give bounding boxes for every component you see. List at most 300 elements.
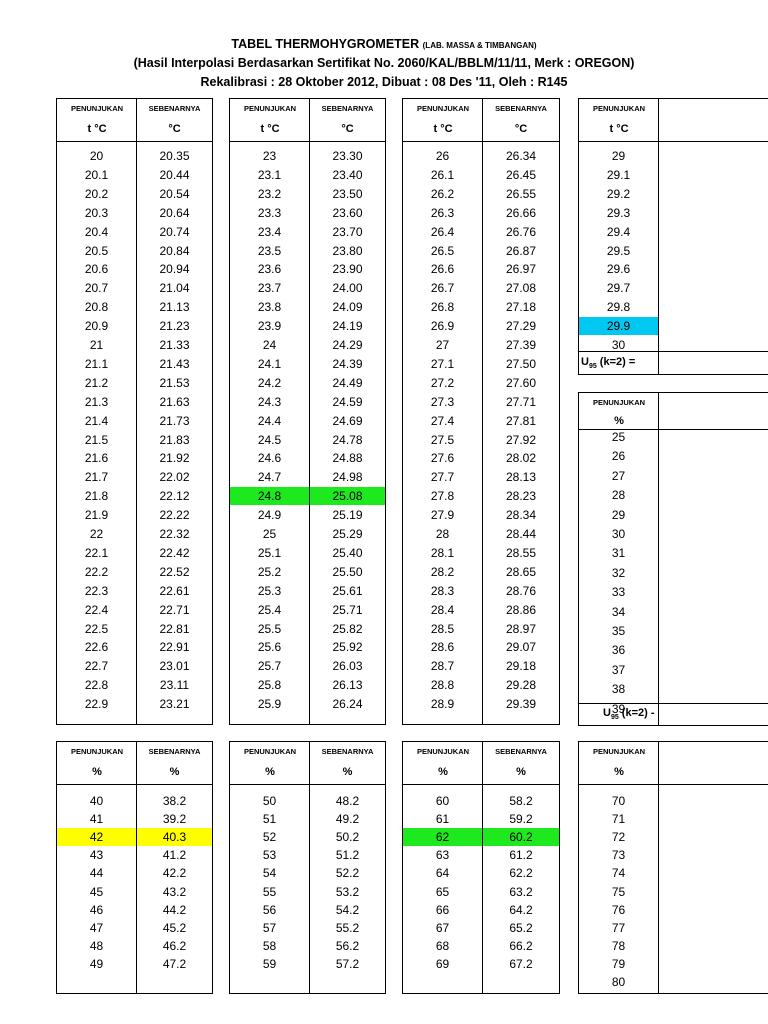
actual-cell: 20.84: [159, 243, 190, 258]
reading-cell: 42: [57, 828, 136, 846]
reading-cell: 24.9: [257, 508, 282, 523]
reading-cell: 22.8: [84, 678, 109, 693]
actual-cell: 63.2: [509, 884, 533, 899]
header-unit-reading: %: [614, 415, 624, 427]
reading-cell: 22.7: [84, 659, 109, 674]
reading-cell: 64: [435, 866, 450, 881]
reading-cell: 21.6: [84, 451, 109, 466]
reading-cell: 49: [89, 956, 104, 971]
header-sebenarnya: SEBENARNYA: [148, 104, 201, 113]
actual-cell: 24.09: [332, 300, 363, 315]
reading-cell: 79: [611, 956, 626, 971]
actual-cell: 23.30: [332, 149, 363, 163]
header-penunjukan: PENUNJUKAN: [416, 104, 470, 113]
actual-cell: 42.2: [162, 866, 187, 881]
u95-tail: (k=2) =: [596, 356, 636, 368]
actual-cell: 24.78: [332, 432, 363, 447]
reading-cell: 22.5: [84, 621, 109, 636]
actual-cell: 22.32: [159, 527, 190, 541]
actual-cell: 24.69: [332, 413, 363, 428]
reading-cell: 27.6: [430, 451, 455, 466]
actual-cell: 66.2: [509, 938, 533, 953]
actual-cell: 22.12: [159, 489, 190, 504]
subtitle-recalibration: Rekalibrasi : 28 Oktober 2012, Dibuat : 08 Des '11, Oleh : R145: [200, 75, 568, 89]
actual-cell: 24.59: [332, 394, 363, 409]
reading-cell: 53: [262, 848, 277, 863]
reading-cell: 74: [611, 866, 626, 881]
reading-cell: 27: [435, 338, 450, 352]
actual-cell: 25.50: [332, 564, 363, 579]
reading-cell: 26.7: [430, 281, 455, 296]
actual-cell: 44.2: [162, 902, 187, 917]
actual-cell: 25.40: [332, 545, 363, 560]
reading-cell: 24: [262, 338, 277, 352]
actual-cell: 28.02: [505, 451, 537, 466]
reading-cell: 28.1: [430, 545, 455, 560]
actual-cell: 25.19: [332, 508, 363, 523]
reading-cell: 68: [435, 938, 450, 953]
actual-cell: 26.03: [332, 659, 363, 674]
actual-cell: 50.2: [335, 830, 360, 845]
reading-cell: 27.8: [430, 489, 455, 504]
reading-cell: 22.4: [84, 602, 109, 617]
reading-cell: 24.1: [257, 356, 282, 371]
actual-cell: 28.23: [505, 489, 537, 504]
reading-cell: 27.1: [430, 356, 455, 371]
actual-cell: 21.73: [159, 413, 190, 428]
reading-cell: 24.7: [257, 470, 282, 485]
reading-cell: 28: [611, 488, 626, 503]
u95-letter: U: [581, 356, 589, 368]
header-unit-actual: %: [342, 766, 353, 778]
actual-cell: 21.43: [159, 356, 190, 371]
header-unit-actual: °C: [168, 123, 181, 135]
actual-cell: 24.39: [332, 356, 363, 371]
header-penunjukan: PENUNJUKAN: [592, 747, 646, 756]
reading-cell: 27.9: [430, 508, 455, 523]
actual-cell: 65.2: [509, 920, 533, 935]
actual-cell: 26.34: [505, 149, 537, 163]
reading-cell: 36: [611, 643, 626, 658]
reading-cell: 80: [611, 975, 626, 989]
reading-cell: 32: [611, 565, 626, 580]
reading-cell: 25.1: [257, 545, 282, 560]
humidity-table-1: [56, 741, 213, 994]
reading-cell: 21.8: [84, 489, 109, 504]
actual-cell: 21.23: [159, 319, 190, 334]
reading-cell: 67: [435, 920, 450, 935]
header-divider: [57, 141, 212, 142]
actual-cell: 46.2: [162, 938, 187, 953]
reading-cell: 76: [611, 902, 626, 917]
header-penunjukan: PENUNJUKAN: [70, 104, 124, 113]
actual-cell: 28.13: [505, 470, 537, 485]
actual-cell: 39.2: [162, 812, 187, 827]
actual-cell: 21.33: [159, 338, 190, 352]
reading-cell: 23.7: [257, 281, 282, 296]
reading-cell: 47: [89, 920, 104, 935]
reading-cell: 21.5: [84, 432, 109, 447]
reading-cell: 27.7: [430, 470, 455, 485]
reading-cell: 25.9: [257, 697, 282, 712]
actual-cell: 21.92: [159, 451, 190, 466]
reading-cell: 28.5: [430, 621, 455, 636]
subtitle-source: (Hasil Interpolasi Berdasarkan Sertifikat No. 2060/KAL/BBLM/11/11, Merk : OREGON): [133, 56, 635, 70]
actual-cell: 22.61: [159, 583, 190, 598]
reading-cell: 24.5: [257, 432, 282, 447]
header-penunjukan: PENUNJUKAN: [243, 104, 297, 113]
reading-cell: 22.6: [84, 640, 109, 655]
reading-cell: 46: [89, 902, 104, 917]
actual-cell: 22.22: [159, 508, 190, 523]
reading-cell: 56: [262, 902, 277, 917]
actual-cell: 20.35: [159, 149, 190, 163]
actual-cell: 23.70: [332, 224, 363, 239]
reading-cell: 69: [435, 956, 450, 971]
reading-cell: 28.8: [430, 678, 455, 693]
header-unit-reading: %: [614, 766, 624, 778]
actual-cell: 54.2: [335, 902, 360, 917]
reading-cell: 55: [262, 884, 277, 899]
reading-cell: 27.3: [430, 394, 455, 409]
actual-cell: 29.28: [505, 678, 537, 693]
reading-cell: 20.5: [84, 243, 109, 258]
reading-cell: 45: [89, 884, 104, 899]
reading-cell: 23.9: [257, 319, 282, 334]
header-divider: [579, 141, 768, 142]
actual-cell: 60.2: [483, 828, 559, 846]
reading-cell: 28.2: [430, 564, 455, 579]
reading-cell: 29.4: [606, 224, 631, 239]
reading-cell: 29.1: [606, 167, 631, 182]
header-divider: [230, 784, 385, 785]
reading-cell: 23.5: [257, 243, 282, 258]
actual-cell: 22.71: [159, 602, 190, 617]
reading-cell: 22: [89, 527, 104, 541]
reading-cell: 24.4: [257, 413, 282, 428]
actual-cell: 25.61: [332, 583, 363, 598]
actual-cell: 28.76: [505, 583, 537, 598]
reading-cell: 25.6: [257, 640, 282, 655]
actual-cell: 53.2: [335, 884, 360, 899]
reading-cell: 26.4: [430, 224, 455, 239]
header-unit-reading: %: [438, 766, 448, 778]
actual-cell: 23.11: [159, 678, 190, 693]
actual-cell: 22.81: [159, 621, 190, 636]
reading-cell: 43: [89, 848, 104, 863]
reading-cell: 44: [89, 866, 104, 881]
reading-cell: 20.6: [84, 262, 109, 277]
temperature-table-3: [402, 98, 560, 725]
reading-cell: 33: [611, 585, 626, 600]
humidity-table-2: [229, 741, 386, 994]
actual-cell: 26.76: [505, 224, 537, 239]
reading-cell: 39: [611, 701, 626, 716]
reading-cell: 26.1: [430, 167, 455, 182]
header-divider: [579, 784, 768, 785]
actual-cell: 27.29: [505, 319, 537, 334]
actual-cell: 24.49: [332, 375, 363, 390]
reading-cell: 26.8: [430, 300, 455, 315]
actual-cell: 29.07: [505, 640, 537, 655]
reading-cell: 29: [611, 149, 626, 163]
header-unit-reading: t °C: [87, 123, 107, 135]
reading-cell: 51: [262, 812, 277, 827]
actual-cell: 23.21: [159, 697, 190, 712]
actual-cell: 21.13: [159, 300, 190, 315]
header-unit-actual: °C: [341, 123, 354, 135]
header-unit-reading: t °C: [609, 123, 629, 135]
actual-cell: 55.2: [335, 920, 360, 935]
reading-cell: 21.2: [84, 375, 109, 390]
header-divider: [57, 784, 212, 785]
temperature-table-1: [56, 98, 213, 725]
actual-cell: 28.86: [505, 602, 537, 617]
reading-cell: 29: [611, 507, 626, 522]
reading-cell: 29.5: [606, 243, 631, 258]
reading-cell: 28.3: [430, 583, 455, 598]
reading-cell: 25.4: [257, 602, 282, 617]
reading-cell: 21.4: [84, 413, 109, 428]
reading-cell: 20.9: [84, 319, 109, 334]
reading-cell: 72: [611, 830, 626, 845]
reading-cell: 20.8: [84, 300, 109, 315]
reading-cell: 26.9: [430, 319, 455, 334]
uncertainty-divider: [579, 703, 768, 704]
actual-cell: 25.71: [332, 602, 363, 617]
actual-cell: 59.2: [509, 812, 533, 827]
reading-cell: 58: [262, 938, 277, 953]
reading-cell: 21.1: [84, 356, 109, 371]
reading-cell: 23.6: [257, 262, 282, 277]
uncertainty-label: [603, 707, 655, 721]
actual-cell: 20.64: [159, 205, 190, 220]
actual-cell: 49.2: [335, 812, 360, 827]
reading-cell: 73: [611, 848, 626, 863]
column-divider: [658, 742, 659, 993]
reading-cell: 23: [262, 149, 277, 163]
header-penunjukan: PENUNJUKAN: [592, 398, 646, 407]
actual-cell: 23.60: [332, 205, 363, 220]
reading-cell: 26.2: [430, 186, 455, 201]
table-title: [0, 37, 768, 51]
reading-cell: 29.6: [606, 262, 631, 277]
reading-cell: 41: [89, 812, 104, 827]
header-divider: [403, 784, 559, 785]
reading-cell: 21: [89, 338, 104, 352]
actual-cell: 29.18: [505, 659, 537, 674]
actual-cell: 22.42: [159, 545, 190, 560]
actual-cell: 67.2: [509, 956, 533, 971]
header-unit-actual: °C: [514, 123, 528, 135]
reading-cell: 75: [611, 884, 626, 899]
actual-cell: 52.2: [335, 866, 360, 881]
reading-cell: 27.4: [430, 413, 455, 428]
reading-cell: 48: [89, 938, 104, 953]
reading-cell: 27.5: [430, 432, 455, 447]
uncertainty-label: [581, 356, 635, 370]
actual-cell: 40.3: [137, 828, 212, 846]
actual-cell: 27.92: [505, 432, 537, 447]
actual-cell: 26.24: [332, 697, 363, 712]
actual-cell: 51.2: [335, 848, 360, 863]
reading-cell: 35: [611, 624, 626, 638]
actual-cell: 26.13: [332, 678, 363, 693]
reading-cell: 62: [403, 828, 482, 846]
reading-cell: 26.3: [430, 205, 455, 220]
humidity-table-4-partial: [578, 741, 768, 994]
actual-cell: 26.55: [505, 186, 537, 201]
reading-cell: 27.2: [430, 375, 455, 390]
header-sebenarnya: SEBENARNYA: [321, 104, 374, 113]
reading-cell: 21.3: [84, 394, 109, 409]
column-divider: [658, 393, 659, 725]
actual-cell: 57.2: [335, 956, 360, 971]
reading-cell: 34: [611, 604, 626, 619]
u95-letter: U: [603, 707, 611, 719]
reading-cell: 23.3: [257, 205, 282, 220]
reading-cell: 22.1: [84, 545, 109, 560]
actual-cell: 27.60: [505, 375, 537, 390]
header-divider: [230, 141, 385, 142]
actual-cell: 28.65: [505, 564, 537, 579]
actual-cell: 27.08: [505, 281, 537, 296]
header-unit-reading: t °C: [433, 123, 453, 135]
actual-cell: 38.2: [162, 794, 187, 808]
actual-cell: 64.2: [509, 902, 533, 917]
actual-cell: 48.2: [335, 794, 360, 808]
reading-cell: 20.1: [84, 167, 109, 182]
temperature-table-2: [229, 98, 386, 725]
reading-cell: 27: [611, 468, 626, 483]
temperature-table-4-partial: [578, 98, 768, 375]
actual-cell: 24.19: [332, 319, 363, 334]
reading-cell: 66: [435, 902, 450, 917]
reading-cell: 50: [262, 794, 277, 808]
reading-cell: 25: [611, 430, 626, 444]
humidity-table-partial-right: [578, 392, 768, 726]
header-unit-reading: %: [265, 766, 275, 778]
actual-cell: 25.29: [332, 527, 363, 541]
actual-cell: 23.50: [332, 186, 363, 201]
header-sebenarnya: SEBENARNYA: [148, 747, 201, 756]
actual-cell: 28.44: [505, 527, 537, 541]
reading-cell: 21.7: [84, 470, 109, 485]
actual-cell: 24.29: [332, 338, 363, 352]
reading-cell: 65: [435, 884, 450, 899]
reading-cell: 26.5: [430, 243, 455, 258]
actual-cell: 47.2: [162, 956, 187, 971]
actual-cell: 20.94: [159, 262, 190, 277]
actual-cell: 27.50: [505, 356, 537, 371]
u95-tail: (k=2) -: [618, 707, 655, 719]
actual-cell: 23.80: [332, 243, 363, 258]
actual-cell: 22.52: [159, 564, 190, 579]
actual-cell: 21.83: [159, 432, 190, 447]
reading-cell: 22.2: [84, 564, 109, 579]
actual-cell: 24.00: [332, 281, 363, 296]
reading-cell: 25.5: [257, 621, 282, 636]
reading-cell: 29.3: [606, 205, 631, 220]
actual-cell: 20.44: [159, 167, 190, 182]
header-penunjukan: PENUNJUKAN: [70, 747, 124, 756]
actual-cell: 62.2: [509, 866, 533, 881]
actual-cell: 27.18: [505, 300, 537, 315]
reading-cell: 29.2: [606, 186, 631, 201]
header-sebenarnya: SEBENARNYA: [495, 104, 547, 113]
reading-cell: 59: [262, 956, 277, 971]
actual-cell: 27.39: [505, 338, 537, 352]
actual-cell: 21.04: [159, 281, 190, 296]
reading-cell: 25.3: [257, 583, 282, 598]
reading-cell: 57: [262, 920, 277, 935]
actual-cell: 25.82: [332, 621, 363, 636]
title-lab: (LAB. MASSA & TIMBANGAN): [422, 41, 537, 50]
reading-cell: 20.4: [84, 224, 109, 239]
actual-cell: 25.92: [332, 640, 363, 655]
reading-cell: 70: [611, 794, 626, 808]
reading-cell: 25.8: [257, 678, 282, 693]
reading-cell: 25.7: [257, 659, 282, 674]
reading-cell: 21.9: [84, 508, 109, 523]
actual-cell: 28.34: [505, 508, 537, 523]
header-unit-actual: %: [516, 766, 526, 778]
reading-cell: 23.1: [257, 167, 282, 182]
reading-cell: 24.3: [257, 394, 282, 409]
reading-cell: 54: [262, 866, 277, 881]
reading-cell: 40: [89, 794, 104, 808]
actual-cell: 27.81: [505, 413, 537, 428]
reading-cell: 24.6: [257, 451, 282, 466]
header-unit-reading: t °C: [260, 123, 280, 135]
actual-cell: 22.91: [159, 640, 190, 655]
actual-cell: 24.98: [332, 470, 363, 485]
header-penunjukan: PENUNJUKAN: [592, 104, 646, 113]
reading-cell: 37: [611, 662, 626, 677]
uncertainty-divider: [579, 351, 768, 352]
reading-cell: 60: [435, 794, 450, 808]
reading-cell: 26.6: [430, 262, 455, 277]
reading-cell: 20.3: [84, 205, 109, 220]
header-penunjukan: PENUNJUKAN: [416, 747, 470, 756]
title-main: TABEL THERMOHYGROMETER: [231, 37, 420, 51]
reading-cell: 23.4: [257, 224, 282, 239]
actual-cell: 29.39: [505, 697, 537, 712]
header-divider: [403, 141, 559, 142]
reading-cell: 29.8: [606, 300, 631, 315]
actual-cell: 25.08: [310, 487, 385, 505]
reading-cell: 29.9: [579, 317, 658, 335]
reading-cell: 20: [89, 149, 104, 163]
header-penunjukan: PENUNJUKAN: [243, 747, 297, 756]
reading-cell: 26: [611, 449, 626, 464]
header-sebenarnya: SEBENARNYA: [495, 747, 547, 756]
reading-cell: 77: [611, 920, 626, 935]
reading-cell: 61: [435, 812, 450, 827]
actual-cell: 20.74: [159, 224, 190, 239]
actual-cell: 28.55: [505, 545, 537, 560]
actual-cell: 45.2: [162, 920, 187, 935]
reading-cell: 24.8: [230, 487, 309, 505]
actual-cell: 21.63: [159, 394, 190, 409]
actual-cell: 26.87: [505, 243, 537, 258]
reading-cell: 20.7: [84, 281, 109, 296]
reading-cell: 38: [611, 682, 626, 697]
reading-cell: 28.4: [430, 602, 455, 617]
actual-cell: 26.66: [505, 205, 537, 220]
reading-cell: 23.2: [257, 186, 282, 201]
reading-cell: 22.9: [84, 697, 109, 712]
